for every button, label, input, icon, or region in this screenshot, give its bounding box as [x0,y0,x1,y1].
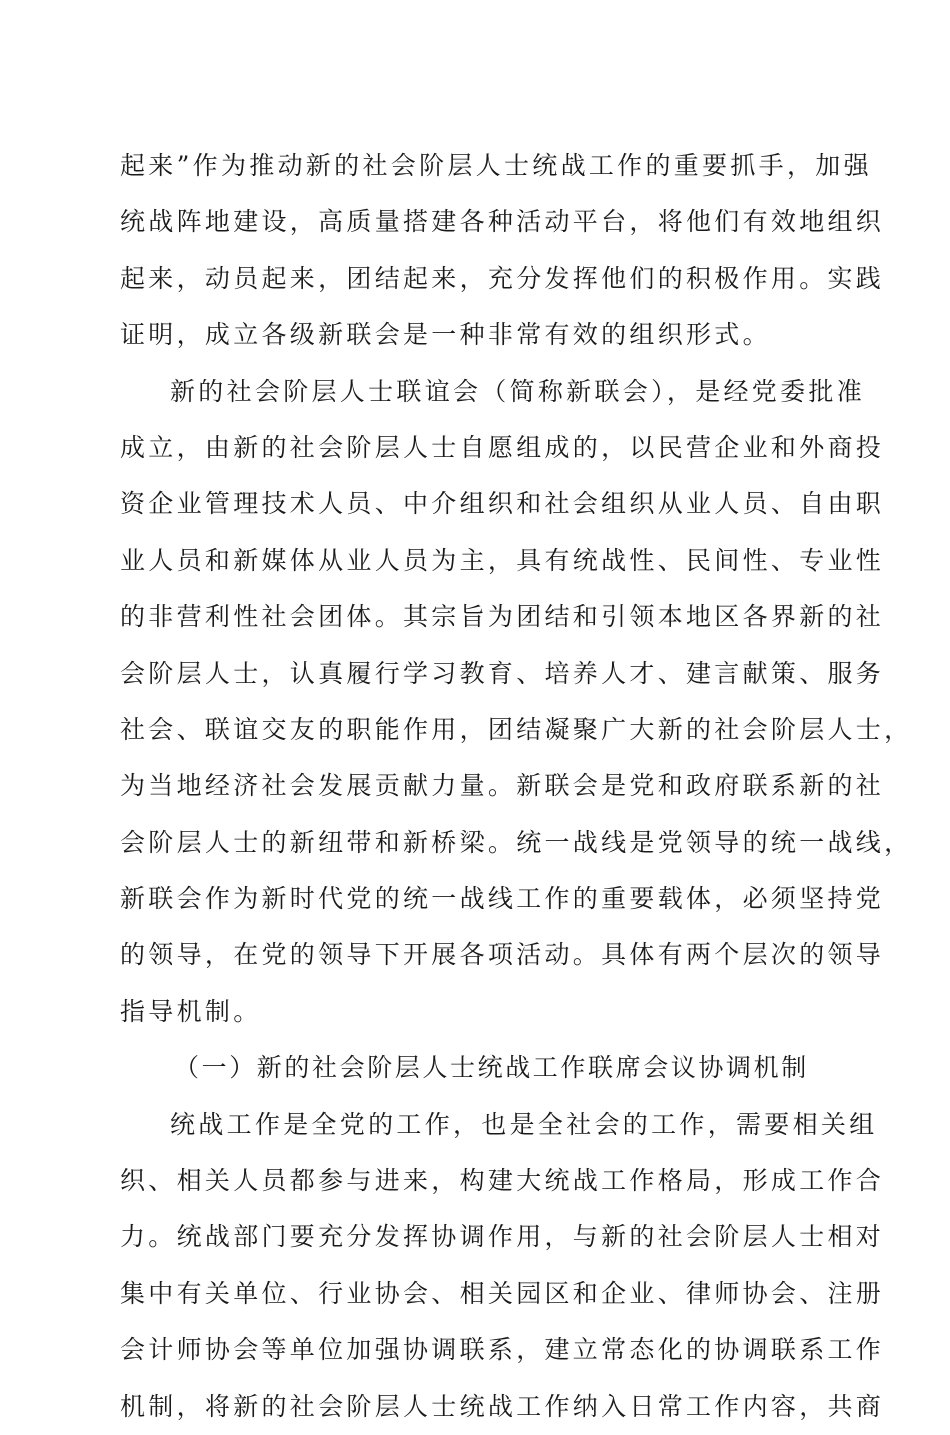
body-line: 的领导，在党的领导下开展各项活动。具体有两个层次的领导 [120,940,885,970]
paragraph-first-line: 统战工作是全党的工作，也是全社会的工作，需要相关组 [170,1109,878,1139]
body-line: 证明，成立各级新联会是一种非常有效的组织形式。 [120,320,771,350]
body-line: 统战阵地建设，高质量搭建各种活动平台，将他们有效地组织 [120,207,885,237]
body-line: 会阶层人士的新纽带和新桥梁。统一战线是党领导的统一战线， [120,827,913,857]
body-line: 集中有关单位、行业协会、相关园区和企业、律师协会、注册 [120,1278,885,1308]
body-line: 起来”作为推动新的社会阶层人士统战工作的重要抓手，加强 [120,151,872,180]
document-body [120,138,913,1435]
paragraph-first-line: 新的社会阶层人士联谊会（简称新联会），是经党委批准 [170,376,866,406]
body-line: 织、相关人员都参与进来，构建大统战工作格局，形成工作合 [120,1166,885,1196]
body-line: 社会、联谊交友的职能作用，团结凝聚广大新的社会阶层人士， [120,714,913,744]
body-line: 为当地经济社会发展贡献力量。新联会是党和政府联系新的社 [120,771,885,801]
body-line: 机制，将新的社会阶层人士统战工作纳入日常工作内容，共商 [120,1391,885,1421]
body-line: 会计师协会等单位加强协调联系，建立常态化的协调联系工作 [120,1335,885,1365]
body-line: 的非营利性社会团体。其宗旨为团结和引领本地区各界新的社 [120,602,885,632]
body-line: 会阶层人士，认真履行学习教育、培养人才、建言献策、服务 [120,658,885,688]
body-line: 力。统战部门要充分发挥协调作用，与新的社会阶层人士相对 [120,1222,885,1252]
body-line: 新联会作为新时代党的统一战线工作的重要载体，必须坚持党 [120,884,885,914]
body-line: 指导机制。 [120,996,262,1026]
body-line: 起来，动员起来，团结起来，充分发挥他们的积极作用。实践 [120,263,885,293]
body-line: 成立，由新的社会阶层人士自愿组成的，以民营企业和外商投 [120,432,885,462]
body-line: 资企业管理技术人员、中介组织和社会组织从业人员、自由职 [120,489,885,519]
section-heading: （一）新的社会阶层人士统战工作联席会议协调机制 [174,1053,809,1083]
body-line: 业人员和新媒体从业人员为主，具有统战性、民间性、专业性 [120,545,885,575]
